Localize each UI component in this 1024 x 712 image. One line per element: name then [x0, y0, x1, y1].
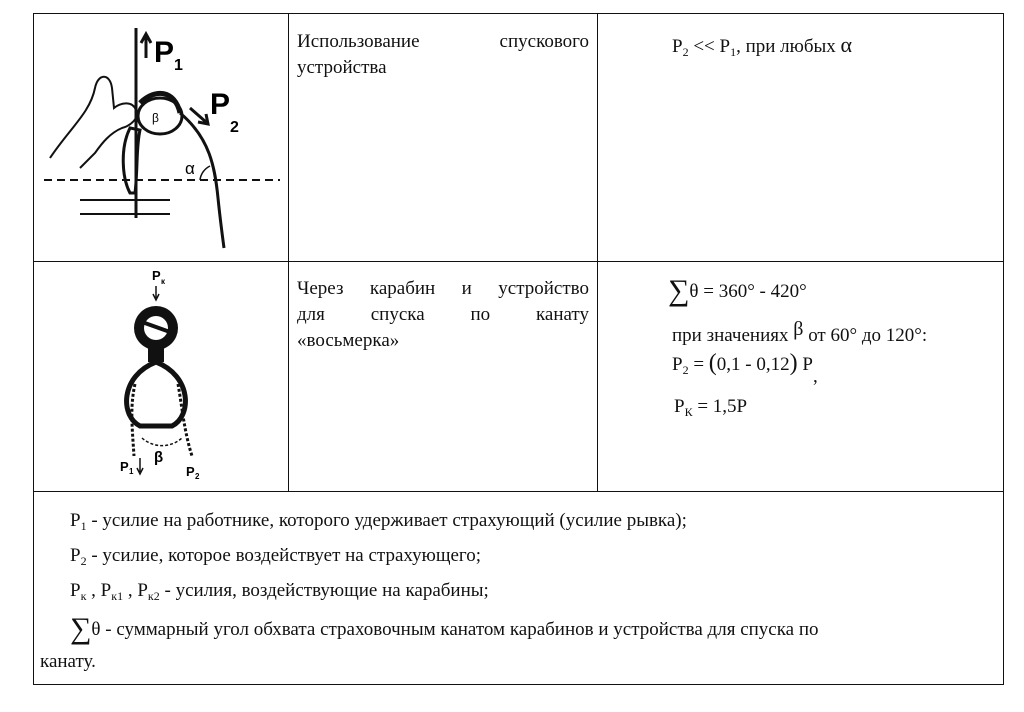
p2-arrow: [190, 108, 208, 124]
p1-sub-2: 1: [129, 467, 134, 476]
row2-formula-condition: при значениях β от 60° до 120°:: [672, 318, 928, 346]
p1-label: P: [154, 36, 175, 69]
figure-descender-device: [40, 18, 284, 258]
descender-eight: [138, 98, 182, 134]
row1-method: [297, 29, 589, 81]
row2-formula-pk: $P_К = 1,5P$: [674, 396, 748, 419]
row2-method-line3: «восьмерка»: [297, 330, 400, 351]
alpha-arc: [200, 166, 210, 180]
row1-method-line1: Использование спускового: [297, 31, 589, 52]
p1-arrow: [141, 34, 151, 58]
row2-method-line2: для спуска по канату: [297, 304, 589, 325]
legend-p1: $P_1$ - усилие на работнике, которого удерживает страхующий (усилие рывка);: [70, 510, 687, 533]
row1-method-line2: устройства: [297, 57, 387, 78]
p1-label-2: P: [120, 459, 129, 474]
row-divider-2: [33, 491, 1004, 492]
col-divider-2: [597, 13, 598, 491]
beta-mark: β: [152, 111, 159, 125]
legend-p2: $P_2$ - усилие, которое воздействует на страхующего;: [70, 545, 482, 568]
pk-sub: к: [161, 277, 166, 286]
alpha-label: α: [185, 159, 195, 178]
beta-arc: [142, 438, 182, 446]
row2-method-line1: Через карабин и устройство: [297, 278, 589, 299]
row-divider-1: [33, 261, 1004, 262]
p2-label: P: [210, 88, 231, 121]
p2-label-2: P: [186, 464, 195, 479]
figure-eight-carabiner: [90, 266, 240, 486]
p1-arrow-2: [137, 458, 143, 474]
p2-sub: 2: [230, 119, 239, 136]
row2-formula-sum: ∑θ = 360° - 420°: [668, 274, 807, 307]
row1-formula: $P_2 << P_1$, при любых α: [672, 32, 853, 59]
row2-method: [297, 276, 589, 354]
row2-formula-p2: $P_2 = (0,1 - 0,12)$ P,: [672, 350, 818, 387]
legend-theta: ∑θ - суммарный угол обхвата страховочным канатом карабинов и устройства для спуска по: [70, 612, 819, 645]
legend-pk: $P_к$ , $P_{к1}$ , $P_{к2}$ - усилия, воздействующие на карабины;: [70, 580, 489, 603]
beta-label: β: [154, 449, 164, 466]
pk-label: P: [152, 268, 161, 283]
legend-theta-cont: канату.: [40, 651, 96, 672]
p1-sub: 1: [174, 57, 183, 74]
eight-loop: [127, 362, 186, 426]
col-divider-1: [288, 13, 289, 491]
p2-sub-2: 2: [195, 472, 200, 481]
pk-arrow: [153, 286, 159, 300]
